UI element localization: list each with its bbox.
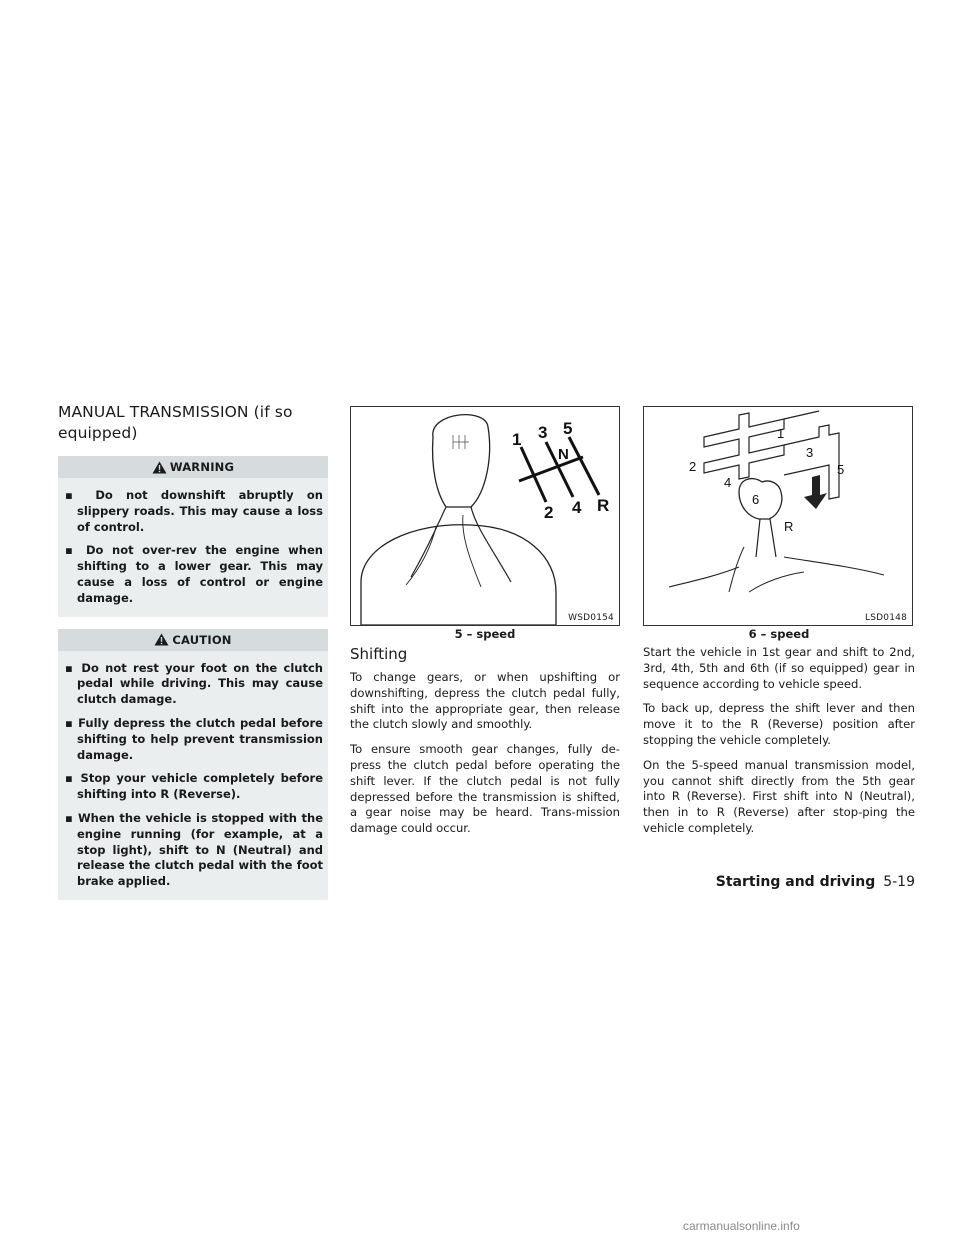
shift-knob-6-speed-illustration — [644, 407, 912, 625]
caution-item: ▪ Stop your vehicle completely before shifting into R (Reverse). — [65, 771, 323, 802]
figure-code: WSD0154 — [568, 613, 614, 623]
watermark[interactable]: carmanualsonline.info — [683, 1219, 800, 1233]
footer-section: Starting and driving — [715, 874, 876, 890]
gear-label: 4 — [572, 498, 582, 517]
gear-label: 6 — [752, 492, 760, 507]
shifting-title: Shifting — [350, 645, 408, 663]
gear-label: 2 — [544, 503, 554, 522]
body-paragraph: Start the vehicle in 1st gear and shift to 2nd, 3rd, 4th, 5th and 6th (if so equipped) gear in sequence according to vehicle speed. — [643, 645, 915, 691]
figure-caption: 5 – speed — [454, 627, 516, 641]
caution-icon — [154, 633, 169, 646]
gear-label: 1 — [512, 430, 522, 449]
gear-label: 5 — [837, 462, 845, 477]
shifting-paragraph: To ensure smooth gear changes, fully de-press the clutch pedal before operating the shift lever. If the clutch pedal is not fully depressed before the transmission is shifted, a gear noise may be heard. Trans-mission damage could occur. — [350, 742, 620, 836]
gear-label: 3 — [538, 423, 548, 442]
shift-knob-5-speed-illustration — [351, 407, 619, 625]
page-number: 5-19 — [883, 874, 915, 890]
gear-label: 1 — [777, 426, 785, 441]
gear-label: 3 — [806, 445, 814, 460]
gear-label: R — [597, 496, 610, 515]
warning-icon — [152, 461, 167, 474]
left-column — [58, 402, 328, 912]
body-paragraph: On the 5-speed manual transmission model, you cannot shift directly from the 5th gear into R (Reverse). First shift into N (Neutral), then in to R (Reverse) after stop-ping the vehicle completely. — [643, 757, 915, 835]
figure-6-speed — [643, 406, 913, 626]
figure-code: LSD0148 — [865, 613, 907, 623]
figure-5-speed — [350, 406, 620, 626]
caution-header — [58, 629, 328, 651]
shifting-paragraph: To change gears, or when upshifting or downshifting, depress the clutch pedal fully, shift into the appropriate gear, then release the clutch slowly and smoothly. — [350, 670, 620, 732]
warning-item: ▪ Do not over-rev the engine when shifting to a lower gear. This may cause a loss of control or engine damage. — [65, 543, 323, 605]
warning-label: WARNING — [169, 460, 235, 474]
warning-box — [58, 456, 328, 617]
caution-item: ▪ When the vehicle is stopped with the engine running (for example, at a stop light), shift to N (Neutral) and release the clutch pedal with the foot brake applied. — [65, 810, 323, 889]
section-title: MANUAL TRANSMISSION (if so equipped) — [58, 403, 293, 442]
figure-caption: 6 – speed — [748, 627, 810, 641]
gear-label: N — [558, 446, 569, 463]
gear-label: R — [784, 519, 794, 534]
gear-label: 5 — [563, 419, 573, 438]
caution-label: CAUTION — [172, 632, 232, 647]
footer-band — [0, 1206, 960, 1242]
warning-body — [58, 478, 328, 617]
caution-box — [58, 629, 328, 900]
caution-item: ▪ Fully depress the clutch pedal before shifting to help prevent transmission damage. — [65, 715, 323, 762]
right-column — [643, 406, 915, 846]
warning-header — [58, 456, 328, 478]
gear-label: 4 — [724, 475, 732, 490]
caution-item: ▪ Do not rest your foot on the clutch pedal while driving. This may cause clutch damage. — [65, 660, 323, 707]
middle-column — [350, 406, 620, 846]
caution-body — [58, 651, 328, 900]
gear-label: 2 — [689, 459, 697, 474]
warning-item: ▪ Do not downshift abruptly on slippery roads. This may cause a loss of control. — [65, 488, 323, 534]
page-footer — [700, 874, 915, 890]
body-paragraph: To back up, depress the shift lever and then move it to the R (Reverse) position after stopping the vehicle completely. — [643, 701, 915, 747]
